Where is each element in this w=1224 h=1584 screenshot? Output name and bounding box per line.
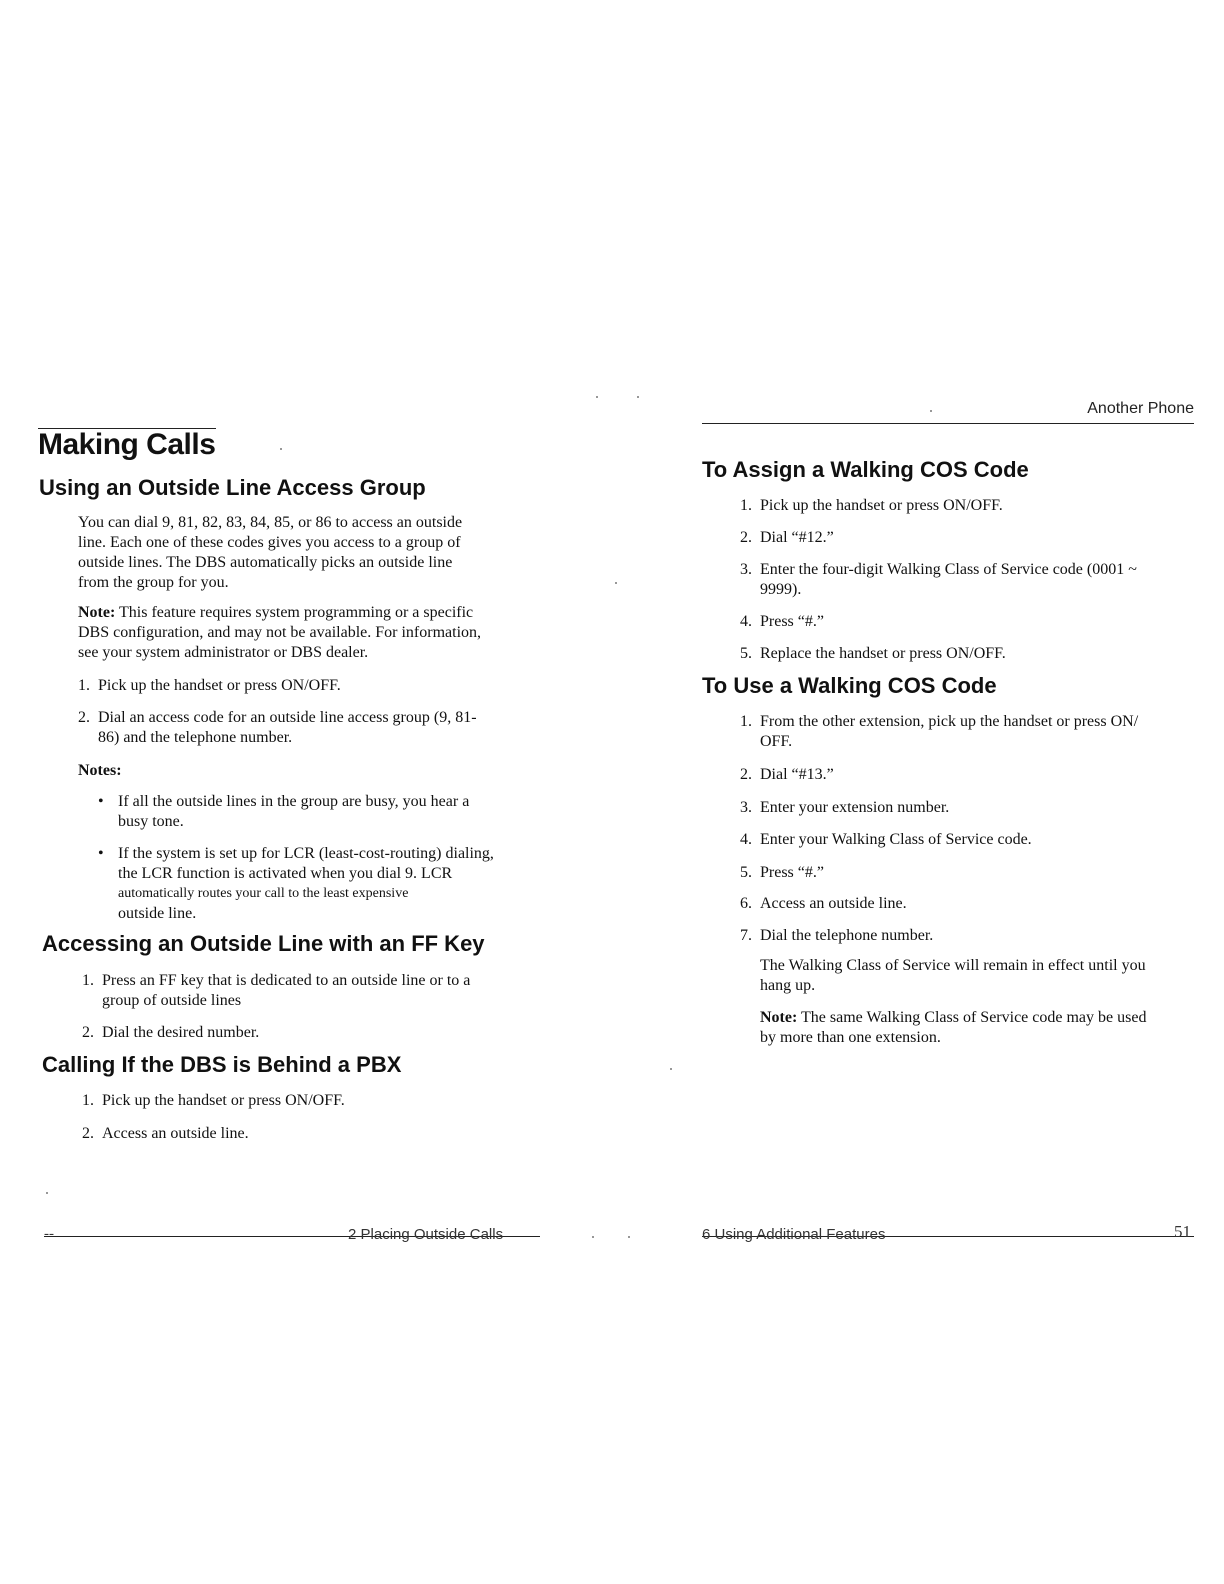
- notes-label-text: Notes:: [78, 762, 122, 779]
- step-number: 1.: [740, 497, 752, 514]
- step-text: 86) and the telephone number.: [98, 729, 293, 746]
- step-number: 1.: [740, 713, 752, 730]
- scan-speck: [280, 448, 282, 450]
- intro-paragraph: [78, 513, 538, 593]
- step-text: Dial an access code for an outside line access group (9, 81-: [98, 709, 477, 726]
- bullet-text: If all the outside lines in the group are busy, you hear a: [118, 793, 470, 810]
- section-heading-behind-pbx: Calling If the DBS is Behind a PBX: [42, 1052, 402, 1077]
- step-number: 5.: [740, 864, 752, 881]
- closing-line: hang up.: [760, 977, 816, 994]
- step-text: Pick up the handset or press ON/OFF.: [760, 497, 1003, 514]
- bullet-item: [98, 792, 469, 832]
- step-number: 4.: [740, 613, 752, 630]
- bullet-text: outside line.: [118, 905, 197, 922]
- step-item: [78, 676, 341, 696]
- step-item: [740, 894, 907, 914]
- step-number: 2.: [82, 1125, 94, 1142]
- step-text: Press “#.”: [760, 864, 824, 881]
- scan-speck: [628, 1236, 630, 1238]
- scan-speck: [592, 1236, 594, 1238]
- step-text: Replace the handset or press ON/OFF.: [760, 645, 1006, 662]
- right-footer-page-number: 51: [1174, 1222, 1191, 1241]
- step-text: Press “#.”: [760, 613, 824, 630]
- notes-label: [78, 761, 122, 781]
- section-heading-outside-line-access-group: Using an Outside Line Access Group: [39, 475, 426, 500]
- intro-line: outside lines. The DBS automatically picks an outside line: [78, 554, 453, 571]
- step-text: Dial the desired number.: [102, 1024, 260, 1041]
- step-item: [740, 644, 1006, 664]
- step-text: OFF.: [760, 733, 793, 750]
- note-line: This feature requires system programming or a specific: [119, 604, 474, 621]
- intro-line: line. Each one of these codes gives you access to a group of: [78, 534, 461, 551]
- intro-line: from the group for you.: [78, 574, 229, 591]
- step-text: Access an outside line.: [102, 1125, 249, 1142]
- bullet-text: automatically routes your call to the least expensive: [118, 886, 409, 901]
- note-line: The same Walking Class of Service code may be used: [801, 1009, 1147, 1026]
- step-number: 2.: [740, 529, 752, 546]
- step-number: 1.: [78, 677, 90, 694]
- step-number: 2.: [740, 766, 752, 783]
- scan-speck: [670, 1068, 672, 1070]
- scan-speck: [637, 396, 639, 398]
- step-item: [740, 612, 824, 632]
- running-head-rule: [702, 423, 1194, 424]
- left-footer-chapter: 2 Placing Outside Calls: [348, 1226, 504, 1243]
- step-text: Access an outside line.: [760, 895, 907, 912]
- note-line: by more than one extension.: [760, 1029, 941, 1046]
- step-text: Press an FF key that is dedicated to an outside line or to a: [102, 972, 471, 989]
- closing-line: The Walking Class of Service will remain in effect until you: [760, 957, 1146, 974]
- step-number: 2.: [82, 1024, 94, 1041]
- chapter-title: Making Calls: [38, 428, 216, 461]
- section-heading-ff-key: Accessing an Outside Line with an FF Key: [42, 931, 485, 956]
- step-text: From the other extension, pick up the handset or press ON/: [760, 713, 1139, 730]
- step-item: [82, 1091, 345, 1111]
- closing-paragraph: [760, 956, 1200, 996]
- step-number: 1.: [82, 1092, 94, 1109]
- step-item: [740, 830, 1032, 850]
- step-text: group of outside lines: [102, 992, 242, 1009]
- right-footer-chapter: 6 Using Additional Features: [702, 1226, 886, 1243]
- step-text: Enter your extension number.: [760, 799, 950, 816]
- bullet-item: [98, 844, 494, 924]
- step-number: 3.: [740, 799, 752, 816]
- step-item: [82, 1124, 249, 1144]
- step-text: Enter your Walking Class of Service code.: [760, 831, 1032, 848]
- step-number: 6.: [740, 895, 752, 912]
- scan-speck: [930, 410, 932, 412]
- step-item: [82, 1023, 259, 1043]
- step-number: 7.: [740, 927, 752, 944]
- step-text: Pick up the handset or press ON/OFF.: [102, 1092, 345, 1109]
- bullet-icon: •: [98, 845, 104, 862]
- note-paragraph-right: [760, 1008, 1200, 1048]
- note-line: see your system administrator or DBS dealer.: [78, 644, 369, 661]
- scan-speck: [615, 582, 617, 584]
- step-item: [740, 528, 834, 548]
- step-text: Enter the four-digit Walking Class of Service code (0001 ~: [760, 561, 1137, 578]
- note-paragraph: [78, 603, 548, 663]
- step-number: 3.: [740, 561, 752, 578]
- intro-line: You can dial 9, 81, 82, 83, 84, 85, or 86 to access an outside: [78, 514, 463, 531]
- step-item: [82, 971, 470, 1011]
- step-item: [740, 560, 1137, 600]
- section-heading-assign-walking-cos: To Assign a Walking COS Code: [702, 457, 1029, 482]
- note-label: Note:: [78, 604, 116, 621]
- bullet-text: busy tone.: [118, 813, 184, 830]
- step-item: [740, 863, 824, 883]
- step-text: 9999).: [760, 581, 802, 598]
- bullet-text: the LCR function is activated when you dial 9. LCR: [118, 865, 453, 882]
- scan-speck: [596, 396, 598, 398]
- step-text: Dial the telephone number.: [760, 927, 934, 944]
- step-number: 5.: [740, 645, 752, 662]
- step-item: [740, 496, 1003, 516]
- section-heading-use-walking-cos: To Use a Walking COS Code: [702, 673, 997, 698]
- note-line: DBS configuration, and may not be available. For information,: [78, 624, 482, 641]
- step-number: 1.: [82, 972, 94, 989]
- step-item: [78, 708, 477, 748]
- step-item: [740, 712, 1138, 752]
- step-item: [740, 798, 949, 818]
- step-text: Dial “#12.”: [760, 529, 834, 546]
- scan-speck: [46, 1192, 48, 1194]
- bullet-icon: •: [98, 793, 104, 810]
- left-footer-page-number: --: [44, 1226, 54, 1242]
- step-number: 2.: [78, 709, 90, 726]
- note-label: Note:: [760, 1009, 798, 1026]
- running-head: Another Phone: [1087, 400, 1194, 417]
- step-item: [740, 926, 933, 946]
- step-item: [740, 765, 834, 785]
- step-text: Dial “#13.”: [760, 766, 834, 783]
- bullet-text: If the system is set up for LCR (least-cost-routing) dialing,: [118, 845, 494, 862]
- step-text: Pick up the handset or press ON/OFF.: [98, 677, 341, 694]
- step-number: 4.: [740, 831, 752, 848]
